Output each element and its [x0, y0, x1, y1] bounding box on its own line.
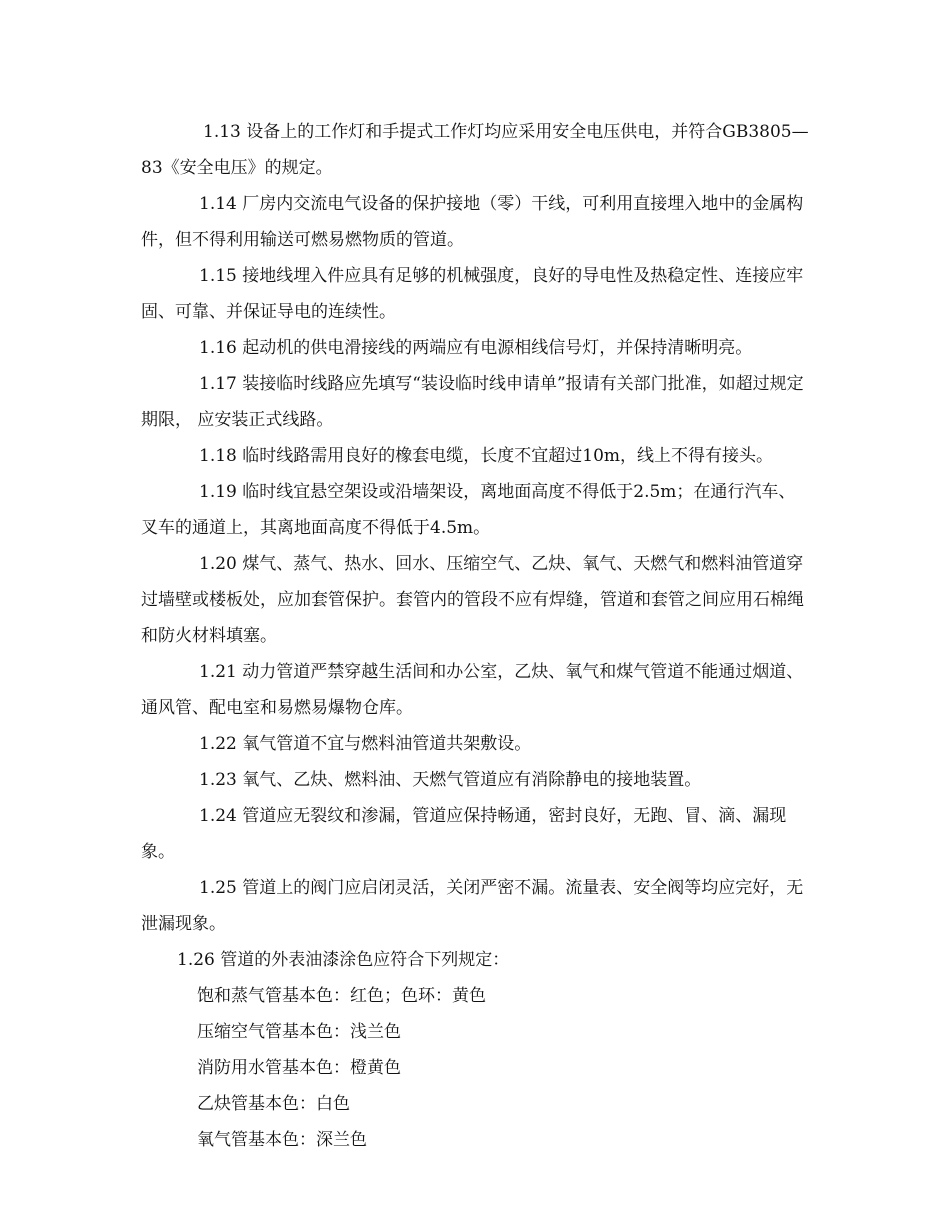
paragraph-1-24: 1.24 管道应无裂纹和渗漏，管道应保持畅通，密封良好，无跑、冒、滴、漏现象。	[141, 806, 787, 862]
paragraph-1-19: 1.19 临时线宜悬空架设或沿墙架设，离地面高度不得低于2.5m；在通行汽车、叉车的通道上，其离地面高度不得低于4.5m。	[141, 482, 796, 538]
paragraph-1-22: 1.22 氧气管道不宜与燃料油管道共架敷设。	[199, 734, 532, 754]
paragraph-1-16: 1.16 起动机的供电滑接线的两端应有电源相线信号灯，并保持清晰明亮。	[199, 338, 753, 358]
paragraph-1-18: 1.18 临时线路需用良好的橡套电缆，长度不宜超过10m，线上不得有接头。	[199, 446, 774, 466]
paragraph-1-17: 1.17 装接临时线路应先填写“装设临时线申请单”报请有关部门批准，如超过规定期限， 应安装正式线路。	[141, 374, 804, 430]
paragraph-1-20: 1.20 煤气、蒸气、热水、回水、压缩空气、乙炔、氧气、天燃气和燃料油管道穿过墙壁或楼板处，应加套管保护。套管内的管段不应有焊缝，管道和套管之间应用石棉绳和防火材料填塞。	[141, 554, 804, 646]
paragraph-1-13: 1.13 设备上的工作灯和手提式工作灯均应采用安全电压供电，并符合GB3805—83《安全电压》的规定。	[141, 122, 809, 178]
color-rule-acetylene: 乙炔管基本色：白色	[197, 1094, 350, 1114]
paragraph-1-23: 1.23 氧气、乙炔、燃料油、天燃气管道应有消除静电的接地装置。	[199, 770, 702, 790]
color-rule-oxygen: 氧气管基本色：深兰色	[197, 1130, 367, 1150]
paragraph-1-15: 1.15 接地线埋入件应具有足够的机械强度，良好的导电性及热稳定性、连接应牢固、可靠、并保证导电的连续性。	[141, 266, 804, 322]
paragraph-1-26: 1.26 管道的外表油漆涂色应符合下列规定：	[177, 950, 510, 970]
paragraph-1-25: 1.25 管道上的阀门应启闭灵活，关闭严密不漏。流量表、安全阀等均应完好，无泄漏现象。	[141, 878, 804, 934]
document-body	[141, 114, 811, 1158]
paragraph-1-21: 1.21 动力管道严禁穿越生活间和办公室，乙炔、氧气和煤气管道不能通过烟道、通风管、配电室和易燃易爆物仓库。	[141, 662, 804, 718]
color-rule-fire-water: 消防用水管基本色：橙黄色	[197, 1058, 401, 1078]
color-rule-compressed-air: 压缩空气管基本色：浅兰色	[197, 1022, 401, 1042]
paragraph-1-14: 1.14 厂房内交流电气设备的保护接地（零）干线，可利用直接埋入地中的金属构件，但不得利用输送可燃易燃物质的管道。	[141, 194, 804, 250]
color-rule-saturated-steam: 饱和蒸气管基本色：红色；色环：黄色	[197, 986, 486, 1006]
